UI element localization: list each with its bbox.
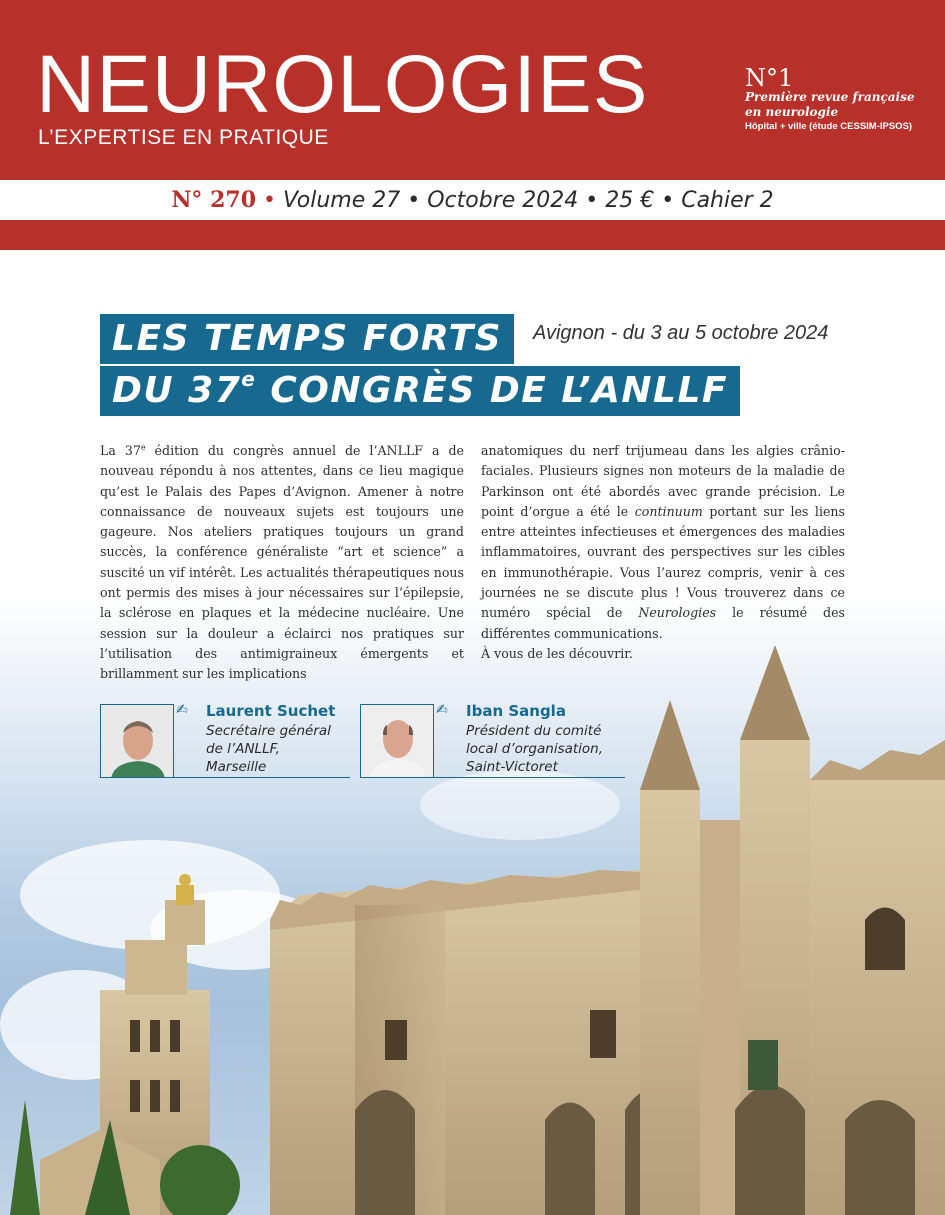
article-column-2 (481, 441, 845, 664)
author-role (466, 722, 603, 776)
text-run: édition du congrès annuel de l’ANLLF a de nouveau répondu à nos attentes, dans ce lieu magique qu’est le Palais des Papes d’Avignon. Amener à notre connaissance de nouveaux sujets est toujours une gageure. Nos ateliers pratiques toujours un grand succès, la conférence généraliste “art et science” a suscité un vif intérêt. Les actualités thérapeutiques nous ont permis des mises à jour nécessaires sur l’épilepsie, la sclérose en plaques et la médecine nucléaire. Une session sur la douleur a éclairci nos pratiques sur l’utilisation des antimigraineux émergents et brillamment sur les implications (100, 443, 464, 682)
issue-cahier: Cahier 2 (681, 188, 774, 213)
red-divider (0, 220, 945, 250)
emphasis: continuum (634, 503, 703, 519)
masthead (0, 0, 945, 180)
portrait-image (361, 705, 434, 778)
author-underline (434, 777, 625, 778)
ranking-number: N°1 (745, 64, 794, 92)
author-name: Iban Sangla (466, 702, 566, 720)
palace-walls (270, 870, 675, 1215)
text-run: portant sur les liens entre atteintes infectieuses et émergences des maladies inflammatoires, ouvrant des perspectives sur les cibles en immunothérapie. Vous l’aurez compris, venir à ces journées ne se discute plus ! Vous trouverez dans ce numéro spécial de (481, 503, 845, 621)
issue-date: Octobre 2024 (427, 188, 579, 213)
portrait-image (101, 705, 174, 778)
journal-tagline: L’EXPERTISE EN PRATIQUE (38, 126, 329, 149)
author-role-line: Secrétaire général (206, 723, 331, 739)
author-role-line: Président du comité (466, 723, 602, 739)
issue-price: 25 € (605, 188, 655, 213)
journal-title: NEUROLOGIES (36, 39, 649, 130)
author-photo (100, 704, 174, 778)
author-role-line: Marseille (206, 759, 267, 775)
ranking-line-2: en neurologie (745, 105, 839, 119)
article-paragraph (481, 441, 845, 644)
issue-volume: Volume 27 (283, 188, 401, 213)
author-role-line: de l’ANLLF, (206, 741, 280, 757)
separator: • (585, 188, 599, 213)
emphasis: Neurologies (638, 605, 717, 621)
text-run: anatomiques du nerf trijumeau dans les algies crânio-faciales. Plusieurs signes non moteurs de la maladie de Parkinson ont été abordés avec grande précision. Le point d’orgue a été le (481, 443, 845, 519)
headline-line-2-post: CONGRÈS DE L’ANLLF (256, 370, 728, 411)
author-role-line: local d’organisation, (466, 741, 604, 757)
issue-number: N° 270 (171, 187, 257, 213)
author-underline (174, 777, 350, 778)
text-run: La 37 (100, 443, 141, 458)
author-name: Laurent Suchet (206, 702, 336, 720)
separator: • (661, 188, 675, 213)
author-role-line: Saint-Victoret (466, 759, 558, 775)
article-column-1 (100, 441, 464, 685)
author-card-suchet (100, 702, 350, 778)
pointing-hand-icon: ✍ (176, 702, 188, 718)
ranking-line-1: Première revue française (745, 90, 915, 104)
author-role (206, 722, 331, 776)
headline-line-2 (100, 366, 740, 416)
separator: • (263, 188, 276, 213)
headline-superscript: e (241, 367, 257, 391)
ranking-badge (745, 66, 915, 134)
superscript: e (140, 442, 146, 452)
ranking-source: Hôpital + ville (étude CESSIM-IPSOS) (745, 121, 913, 132)
event-location-date: Avignon - du 3 au 5 octobre 2024 (533, 322, 829, 344)
text-run: le résumé des différentes communications. (481, 605, 845, 641)
author-card-sangla (360, 702, 625, 778)
article-paragraph (100, 441, 464, 685)
headline-line-2-pre: DU 37 (112, 370, 242, 411)
palace-towers (640, 645, 945, 1215)
headline-line-1: LES TEMPS FORTS (100, 314, 514, 364)
separator: • (407, 188, 421, 213)
closing-line: À vous de les découvrir. (481, 645, 633, 661)
issue-bar (0, 180, 945, 220)
author-photo (360, 704, 434, 778)
pointing-hand-icon: ✍ (436, 702, 448, 718)
